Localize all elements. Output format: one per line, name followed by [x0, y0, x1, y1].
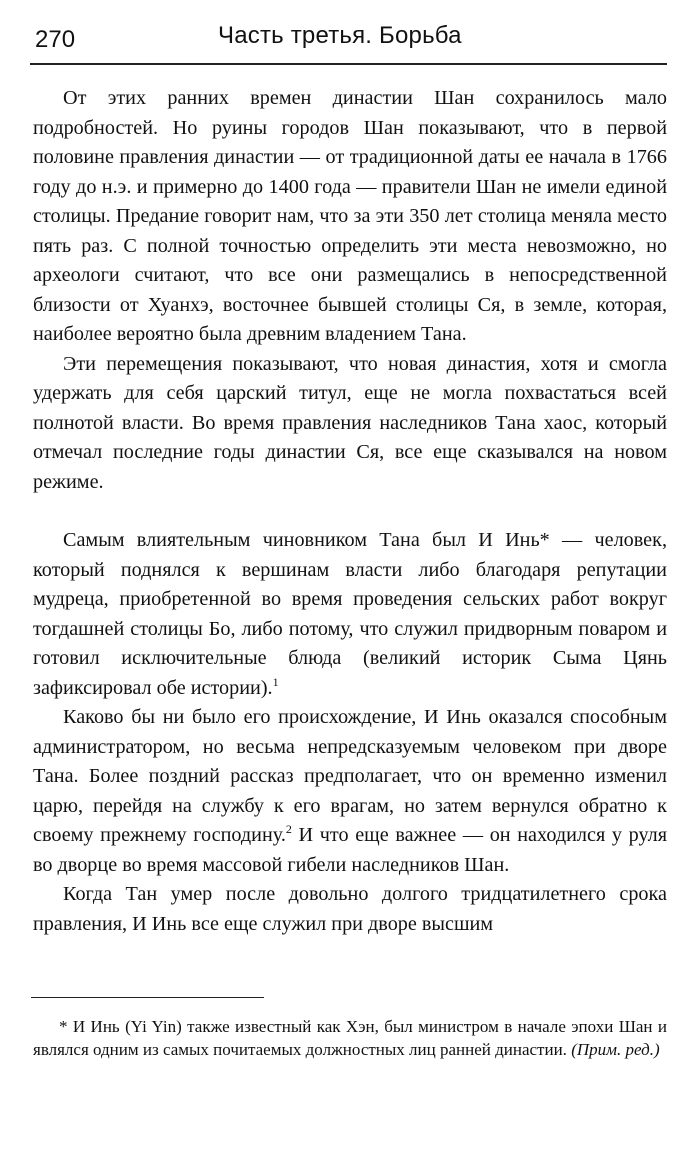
footnote-text: * И Инь (Yi Yin) также известный как Хэн, был министром в начале эпохи Шан и являлся одним из самых почитаемых должностных лиц ранней династии.: [33, 1017, 667, 1059]
header-rule: [30, 63, 667, 65]
footnote: [33, 1015, 667, 1061]
paragraph-text: Самым влиятельным чиновником Тана был И Инь* — человек, который поднялся к вершинам власти либо благодаря репутации мудреца, приобретенной во время проведения сельских работ вокруг тогдашней столицы Бо, либо потому, что служил придворным поваром и готовил исключительные блюда (великий историк Сыма Цянь зафиксировал обе истории).: [33, 529, 667, 699]
endnote-marker: 1: [272, 674, 279, 689]
paragraph: [33, 84, 667, 350]
paragraph: [33, 703, 667, 880]
paragraph-text: Когда Тан умер после довольно долгого тридцатилетнего срока правления, И Инь все еще служил при дворе высшим: [33, 883, 667, 935]
footnote-rule: [31, 997, 264, 998]
paragraph: [33, 880, 667, 939]
paragraph-text: И что еще важнее — он находился у руля во дворце во время массовой гибели наследников Шан.: [33, 824, 668, 876]
endnote-marker: 2: [285, 822, 292, 836]
paragraph-text: Эти перемещения показывают, что новая династия, хотя и смогла удержать для себя царский титул, еще не могла похвастаться всей полнотой власти. Во время правления наследников Тана хаос, который отмечал последние годы династии Ся, все еще сказывался на новом режиме.: [33, 352, 667, 493]
paragraph-text: От этих ранних времен династии Шан сохранилось мало подробностей. Но руины городов Шан показывают, что в первой половине правления династии — от традиционной даты ее начала в 1766 году до н.э. и примерно до 1400 года — правители Шан не имели единой столицы. Предание говорит нам, что за эти 350 лет столица меняла место пять раз. С полной точностью определить эти места невозможно, но археологи считают, что все они размещались в непосредственной близости от Хуанхэ, восточнее бывшей столицы Ся, в земле, которая, наиболее вероятно была древним владением Тана.: [33, 87, 667, 345]
page-number: 270: [35, 26, 76, 53]
paragraph: [33, 526, 667, 703]
page-header: [30, 22, 670, 62]
paragraph-text: Каково бы ни было его происхождение, И Инь оказался способным администратором, но весьма непредсказуемым человеком при дворе Тана. Более поздний рассказ предполагает, что он временно изменил царю, перейдя на службу к его врагам, но затем вернулся обратно к своему прежнему господину.: [33, 706, 667, 846]
editor-note: (Прим. ред.): [571, 1040, 660, 1059]
paragraph: [33, 350, 667, 498]
main-text: [33, 84, 667, 939]
running-head: Часть третья. Борьба: [218, 22, 462, 49]
